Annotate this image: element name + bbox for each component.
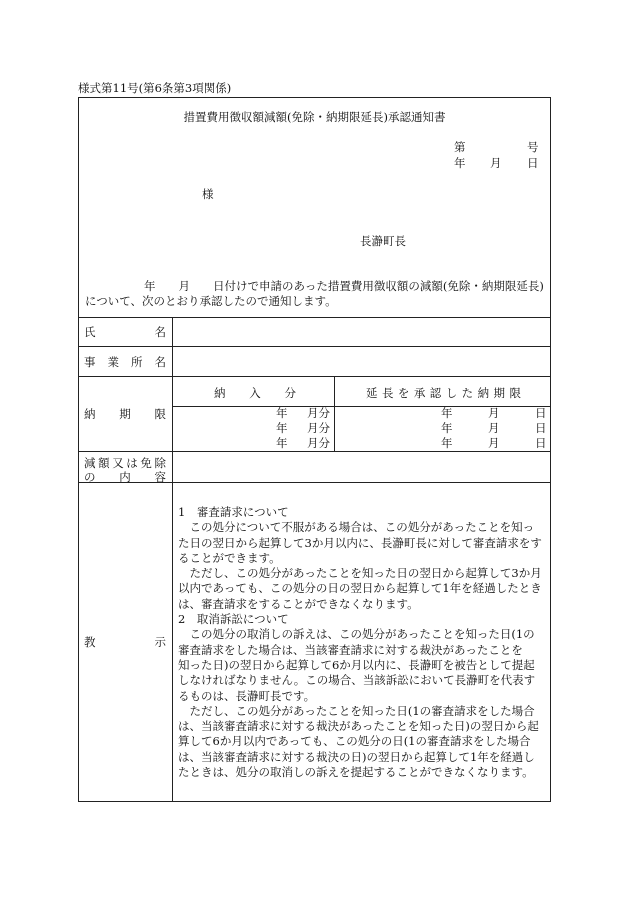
instruction-line: 算して6か月以内であっても、この処分の日(1の審査請求をした場合 [178, 734, 531, 749]
addressee-suffix: 様 [202, 187, 214, 201]
rule-due-top [78, 376, 551, 377]
row-label-due: 納 期 限 [84, 407, 166, 421]
due-entry-1-right-year: 年 [441, 406, 453, 420]
due-header-right: 延 長 を 承 認 し た 納 期 限 [366, 386, 521, 400]
due-entry-1-right-day: 日 [535, 406, 547, 420]
due-entry-3-right-month: 月 [488, 436, 500, 450]
issuer-name: 長瀞町長 [360, 234, 406, 248]
due-entry-3-left-year: 年 [276, 436, 288, 450]
row-label-name [84, 324, 166, 340]
due-header-left: 納 入 分 [214, 386, 296, 400]
instruction-text [178, 505, 548, 780]
due-entry-3-left-month: 月分 [307, 436, 330, 450]
form-number: 様式第11号(第6条第3項関係) [78, 81, 232, 95]
row-label-reduction-1: 減 額 又 は 免 除 [84, 456, 166, 470]
intro-line-2: について、次のとおり承認したので通知します。 [85, 294, 337, 308]
instruction-line: 審査請求をした場合は、当該審査請求に対する裁決があったことを [178, 642, 523, 657]
due-entry-2-left-month: 月分 [307, 421, 330, 435]
row-label-name-char-1: 氏 [84, 325, 96, 339]
due-entry-1-left-month: 月分 [307, 406, 330, 420]
instruction-line: しなければなりません。この場合、当該訴訟において長瀞町を代表す [178, 673, 536, 688]
instruction-line: 以内であっても、この処分の日の翌日から起算して1年を経過したとき [178, 581, 542, 596]
instruction-line: は、審査請求をすることができなくなります。 [178, 596, 419, 611]
instruction-line: この処分について不服がある場合は、この処分があったことを知っ [178, 520, 535, 535]
due-entry-3-right-day: 日 [535, 436, 547, 450]
due-entry-2-left-year: 年 [276, 421, 288, 435]
instruction-line: るものは、長瀞町長です。 [178, 688, 316, 703]
instruction-line: 2 取消訴訟について [178, 612, 289, 627]
rule-office-top [78, 346, 551, 347]
intro-line-1: 年 月 日付けで申請のあった措置費用徴収額の減額(免除・納期限延長) [144, 279, 544, 293]
due-entry-2-right-year: 年 [441, 421, 453, 435]
due-entry-1-right-month: 月 [488, 406, 500, 420]
date-year: 年 [454, 156, 466, 170]
due-entry-2-right-month: 月 [488, 421, 500, 435]
due-entry-1-left-year: 年 [276, 406, 288, 420]
row-label-reduction-2: の 内 容 [84, 470, 166, 484]
instruction-line: ただし、この処分があったことを知った日の翌日から起算して3か月 [178, 566, 542, 581]
due-entry-2-right-day: 日 [535, 421, 547, 435]
rule-reduction-top [78, 451, 551, 452]
date-month: 月 [490, 156, 502, 170]
rule-label-column [172, 317, 173, 802]
form-title: 措置費用徴収額減額(免除・納期限延長)承認通知書 [183, 110, 446, 124]
instruction-line: は、当該審査請求に対する裁決があったことを知った日)の翌日から起 [178, 719, 539, 734]
instruction-line: ただし、この処分があったことを知った日(1の審査請求をした場合 [178, 703, 535, 718]
instruction-line: ることができます。 [178, 550, 281, 565]
instruction-line: 知った日)の翌日から起算して6か月以内に、長瀞町を被告として提起 [178, 657, 535, 672]
instruction-line: この処分の取消しの訴えは、この処分があったことを知った日(1の [178, 627, 535, 642]
date-day: 日 [527, 156, 539, 170]
rule-name-top [78, 317, 551, 318]
row-label-instruction: 教 示 [84, 635, 166, 649]
row-label-name-char-2: 名 [154, 325, 166, 339]
instruction-line: た日の翌日から起算して3か月以内に、長瀞町長に対して審査請求をす [178, 535, 542, 550]
number-label-dai: 第 [454, 140, 466, 154]
instruction-line: 1 審査請求について [178, 505, 289, 519]
due-entry-3-right-year: 年 [441, 436, 453, 450]
instruction-line: は、当該審査請求に対する裁決の日)の翌日から起算して1年を経過し [178, 749, 535, 764]
rule-due-divider [334, 376, 335, 451]
instruction-line: たときは、処分の取消しの訴えを提起することができなくなります。 [178, 765, 534, 780]
number-label-go: 号 [527, 140, 539, 154]
row-label-office: 事 業 所 名 [84, 355, 166, 369]
